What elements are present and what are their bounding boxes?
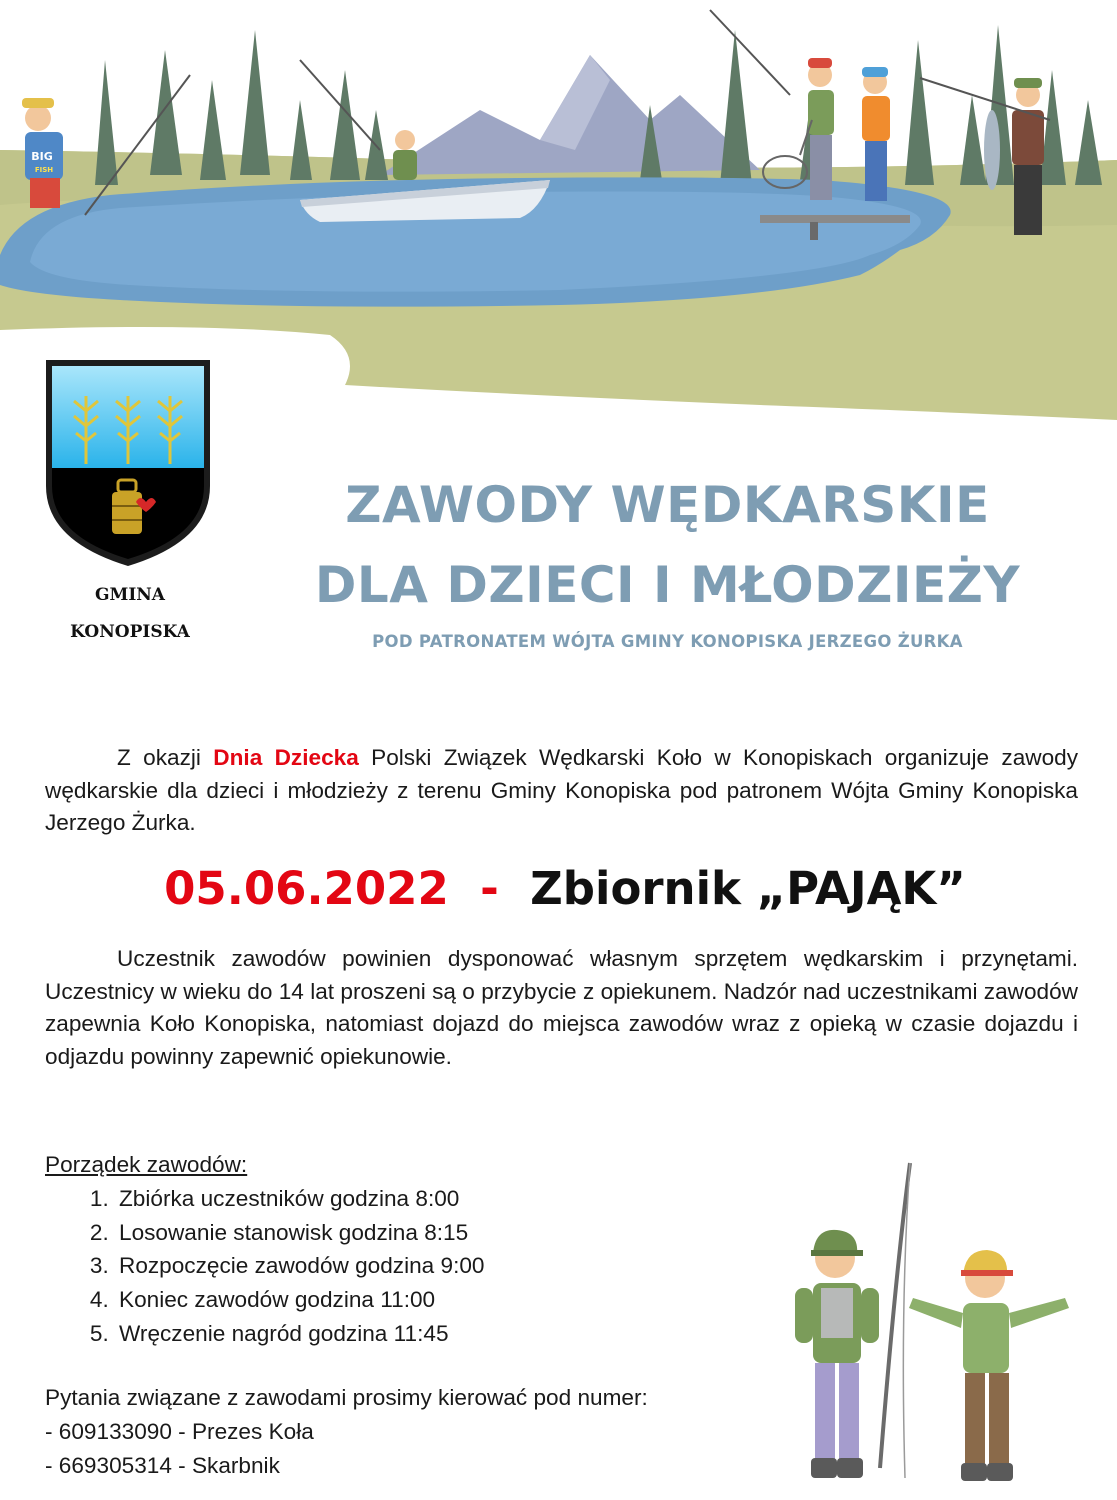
schedule-item: 1. Zbiórka uczestników godzina 8:00 bbox=[115, 1182, 485, 1216]
intro-before: Z okazji bbox=[117, 745, 214, 770]
title-line-1: ZAWODY WĘDKARSKIE bbox=[345, 476, 990, 534]
crest-label-konopiska: KONOPISKA bbox=[70, 622, 190, 642]
schedule-item: 2. Losowanie stanowisk godzina 8:15 bbox=[115, 1216, 485, 1250]
intro-after: Polski Związek Wędkarski Koło w Konopiskach organizuje zawody wędkarskie dla dzieci i młodzieży z terenu Gminy Konopiska pod patronem Wójta Gminy Konopiska Jerzego Żurka. bbox=[45, 745, 1079, 835]
title-line-2: DLA DZIECI I MŁODZIEŻY bbox=[314, 556, 1021, 614]
contacts-intro: Pytania związane z zawodami prosimy kierować pod numer: bbox=[45, 1385, 648, 1410]
shirt-text-big: BIG bbox=[31, 150, 53, 163]
event-dash: - bbox=[480, 862, 499, 915]
schedule-title: Porządek zawodów: bbox=[45, 1152, 248, 1177]
schedule-list bbox=[45, 1182, 485, 1351]
intro-paragraph bbox=[45, 742, 1078, 840]
schedule-item: 3. Rozpoczęcie zawodów godzina 9:00 bbox=[115, 1249, 485, 1283]
crest-label-gmina: GMINA bbox=[94, 585, 166, 605]
schedule-item: 4. Koniec zawodów godzina 11:00 bbox=[115, 1283, 485, 1317]
event-headline bbox=[100, 862, 1030, 915]
schedule-item: 5. Wręczenie nagród godzina 11:45 bbox=[115, 1317, 485, 1351]
description-paragraph: Uczestnik zawodów powinien dysponować własnym sprzętem wędkarskim i przynętami. Uczestnicy w wieku do 14 lat proszeni są o przybycie z opiekunem. Nadzór nad uczestnikami zawodów zapewnia Koło Konopiska, natomiast dojazd do miejsca zawodów wraz z opieką w czasie dojazdu i odjazdu powinny zapewnić opiekunowie. bbox=[45, 946, 1078, 1069]
shirt-text-fish: FISH bbox=[34, 166, 54, 174]
contact-item-president: - 609133090 - Prezes Koła bbox=[45, 1418, 314, 1444]
title-subtitle: POD PATRONATEM WÓJTA GMINY KONOPISKA JERZEGO ŻURKA bbox=[372, 632, 963, 651]
intro-highlight: Dnia Dziecka bbox=[213, 745, 359, 770]
event-date: 05.06.2022 bbox=[164, 862, 449, 915]
contact-item-treasurer: - 669305314 - Skarbnik bbox=[45, 1452, 280, 1478]
schedule-section bbox=[45, 1148, 485, 1351]
two-kids-illustration bbox=[785, 1158, 1085, 1488]
gmina-crest bbox=[38, 356, 218, 570]
event-place: Zbiornik „PAJĄK” bbox=[530, 862, 966, 915]
contacts-section bbox=[45, 1381, 648, 1482]
